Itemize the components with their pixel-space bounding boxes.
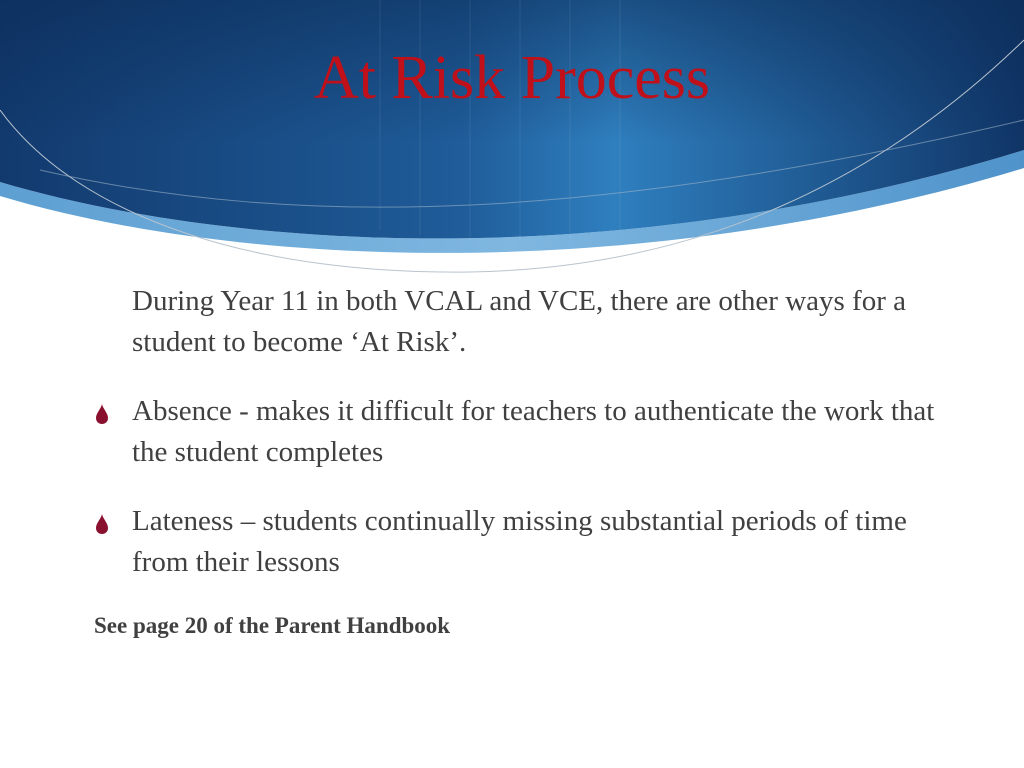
droplet-icon: [94, 403, 110, 425]
slide-title: At Risk Process: [313, 44, 711, 112]
bullet-lateness: Lateness – students continually missing substantial periods of time from their lessons: [132, 505, 907, 578]
intro-paragraph: During Year 11 in both VCAL and VCE, there are other ways for a student to become ‘At Risk’.: [132, 285, 906, 358]
bullet-absence: Absence - makes it difficult for teachers to authenticate the work that the student completes: [132, 395, 935, 468]
droplet-icon: [94, 513, 110, 535]
handbook-reference: See page 20 of the Parent Handbook: [94, 613, 451, 638]
